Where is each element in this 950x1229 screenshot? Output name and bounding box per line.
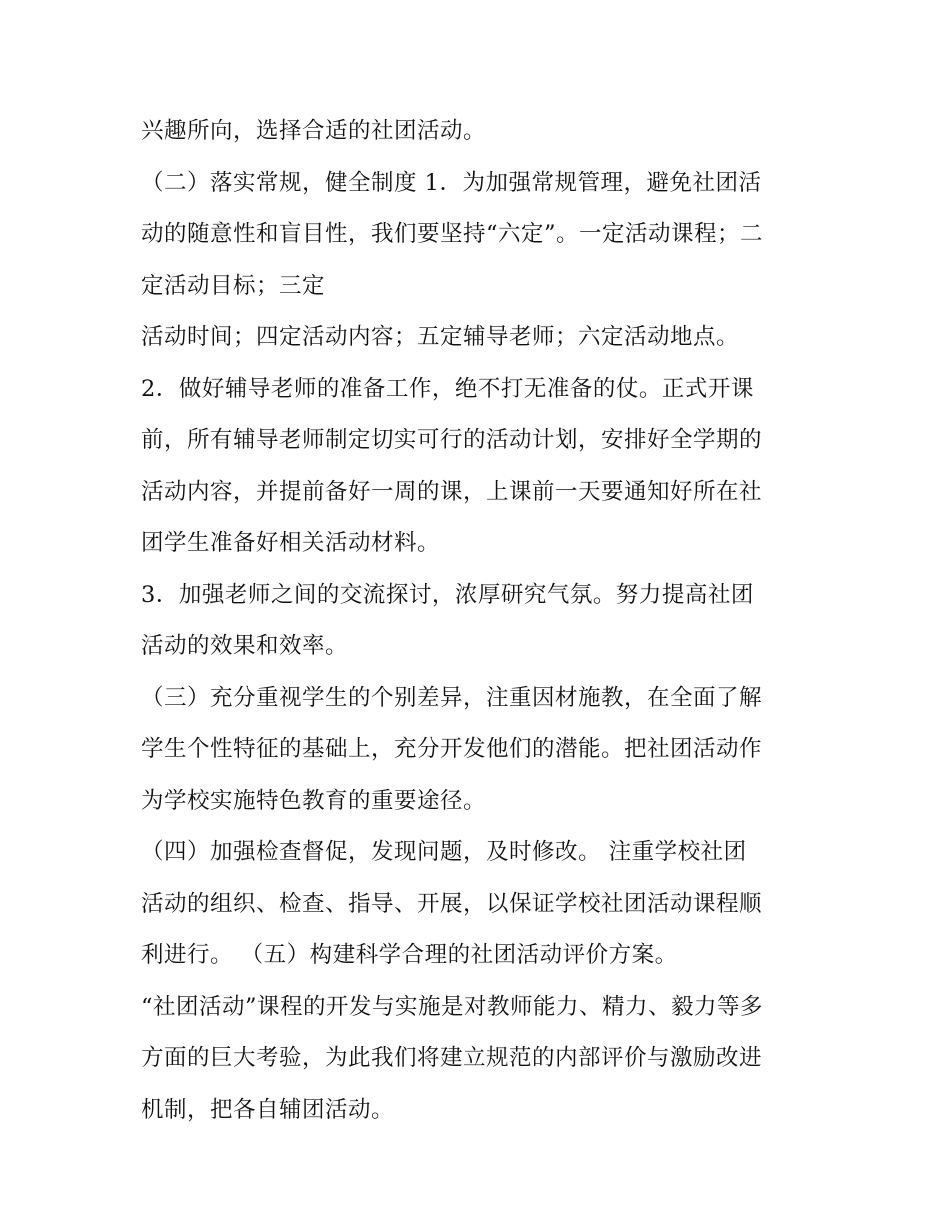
text-line: 活动内容，并提前备好一周的课，上课前一天要通知好所在社: [141, 478, 763, 505]
text-line: 活动的效果和效率。: [141, 633, 349, 659]
text-line: 2．做好辅导老师的准备工作，绝不打无准备的仗。正式开课: [141, 375, 754, 402]
text-line: 活动时间；四定活动内容；五定辅导老师；六定活动地点。: [141, 324, 740, 350]
text-line: “社团活动”课程的开发与实施是对教师能力、精力、毅力等多: [141, 993, 764, 1020]
text-line: （四）加强检查督促，发现问题，及时修改。 注重学校社团: [141, 839, 747, 865]
text-line: 学生个性特征的基础上，充分开发他们的潜能。把社团活动作: [141, 736, 763, 762]
text-line: 方面的巨大考验，为此我们将建立规范的内部评价与激励改进: [141, 1045, 763, 1071]
text-line: 为学校实施特色教育的重要途径。: [141, 787, 487, 814]
text-line: 机制，把各自辅团活动。: [141, 1096, 395, 1123]
text-line: 兴趣所向，选择合适的社团活动。: [141, 118, 487, 144]
text-line: （三）充分重视学生的个别差异，注重因材施教，在全面了解: [141, 684, 763, 711]
text-line: （二）落实常规，健全制度 1．为加强常规管理，避免社团活: [141, 169, 762, 196]
text-line: 利进行。 （五）构建科学合理的社团活动评价方案。: [141, 942, 678, 968]
text-line: 3．加强老师之间的交流探讨，浓厚研究气氛。努力提高社团: [141, 581, 754, 608]
document-body: [141, 106, 821, 1136]
text-line: 定活动目标；三定: [141, 272, 326, 299]
text-line: 活动的组织、检查、指导、开展，以保证学校社团活动课程顺: [141, 890, 763, 917]
text-line: 动的随意性和盲目性，我们要坚持“六定”。一定活动课程；二: [141, 221, 764, 247]
text-line: 前，所有辅导老师制定切实可行的活动计划，安排好全学期的: [141, 427, 763, 453]
text-line: 团学生准备好相关活动材料。: [141, 530, 441, 556]
